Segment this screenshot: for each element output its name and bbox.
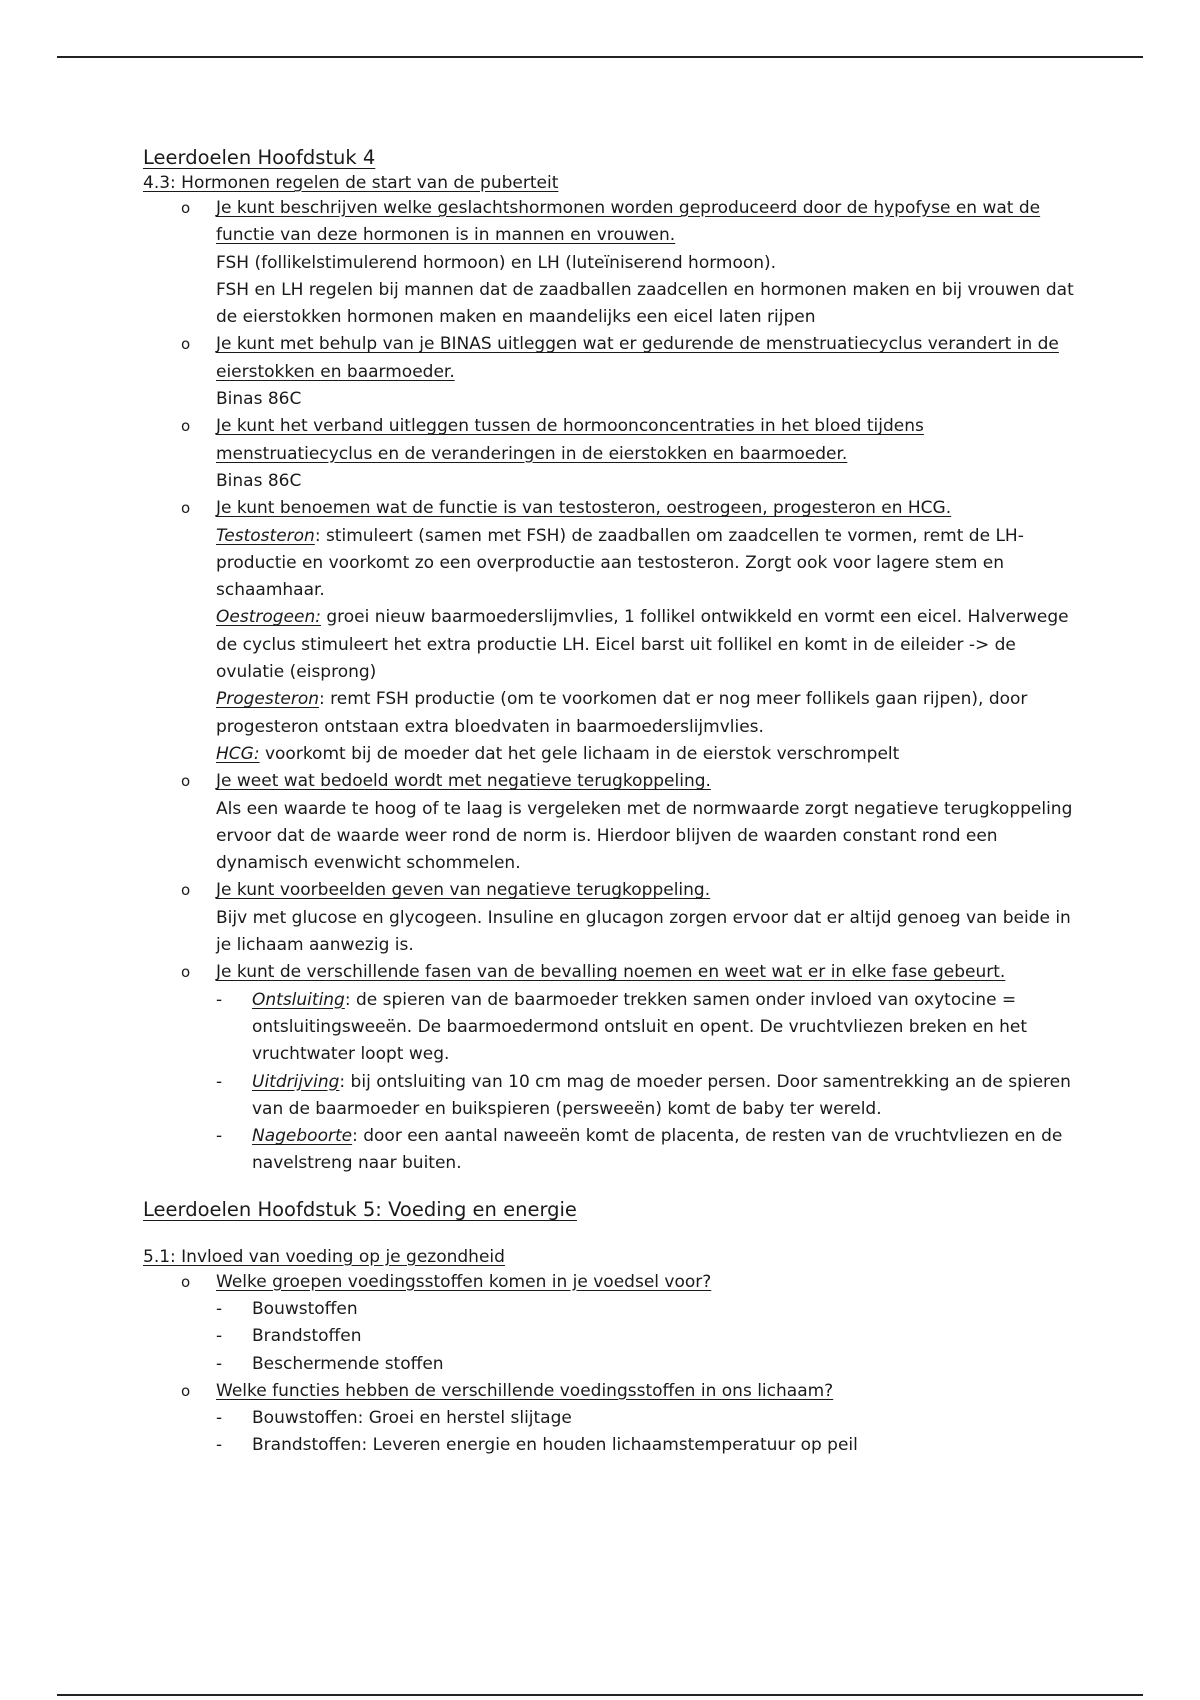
learning-goal: Je kunt de verschillende fasen van de bevalling noemen en weet wat er in elke fase gebeurt. bbox=[216, 962, 1006, 983]
list-item bbox=[143, 1378, 1083, 1460]
definition: groei nieuw baarmoederslijmvlies, 1 follikel ontwikkeld en vormt een eicel. Halverwege de cyclus stimuleert het extra productie LH. Eicel barst uit follikel en komt in de eileider -> de ovulatie (eisprong) bbox=[216, 607, 1069, 683]
phase-nageboorte bbox=[216, 1123, 1083, 1178]
heading-chapter-5: Leerdoelen Hoofdstuk 5: Voeding en energie bbox=[143, 1197, 577, 1221]
heading-chapter-4: Leerdoelen Hoofdstuk 4 bbox=[143, 146, 376, 169]
term: Oestrogeen: bbox=[216, 607, 321, 628]
dash-bullet: - bbox=[216, 1435, 223, 1456]
learning-goal: Je kunt het verband uitleggen tussen de hormoonconcentraties in het bloed tijdens menstruatiecyclus en de veranderingen in de eierstokken en baarmoeder. bbox=[216, 416, 924, 464]
sub-list-item bbox=[216, 1432, 1083, 1459]
header-rule bbox=[57, 56, 1143, 58]
learning-goal: Je weet wat bedoeld wordt met negatieve terugkoppeling. bbox=[216, 771, 711, 792]
learning-goal: Welke groepen voedingsstoffen komen in je voedsel voor? bbox=[216, 1271, 712, 1292]
definition: : remt FSH productie (om te voorkomen dat er nog meer follikels gaan rijpen), door progesteron ontstaan extra bloedvaten in baarmoederslijmvlies. bbox=[216, 689, 1028, 737]
answer-text: Als een waarde te hoog of te laag is vergeleken met de normwaarde zorgt negatieve terugkoppeling ervoor dat de waarde weer rond de norm is. Hierdoor blijven de waarden constant rond een dynamisch evenwicht schommelen. bbox=[216, 798, 1073, 874]
list-item bbox=[143, 331, 1083, 413]
list-item bbox=[143, 877, 1083, 959]
hormone-progesteron bbox=[216, 686, 1083, 741]
circle-bullet: o bbox=[181, 199, 191, 217]
sub-list-item bbox=[216, 1323, 1083, 1350]
definition: : bij ontsluiting van 10 cm mag de moeder persen. Door samentrekking an de spieren van de baarmoeder en buikspieren (persweeën) komt de baby ter wereld. bbox=[252, 1071, 1071, 1119]
sub-list-item bbox=[216, 1351, 1083, 1378]
answer-text: Bijv met glucose en glycogeen. Insuline en glucagon zorgen ervoor dat er altijd genoeg van beide in je lichaam aanwezig is. bbox=[216, 907, 1071, 956]
list-item bbox=[143, 195, 1083, 331]
learning-goal: Je kunt benoemen wat de functie is van testosteron, oestrogeen, progesteron en HCG. bbox=[216, 498, 952, 519]
definition: : de spieren van de baarmoeder trekken samen onder invloed van oxytocine = ontsluitingsweeën. De baarmoedermond ontsluit en opent. De vruchtvliezen breken en het vruchtwater loopt weg. bbox=[252, 989, 1028, 1065]
term: Testosteron bbox=[216, 525, 315, 546]
circle-bullet: o bbox=[181, 417, 191, 436]
learning-goal: Je kunt met behulp van je BINAS uitleggen wat er gedurende de menstruatiecyclus verandert in de eierstokken en baarmoeder. bbox=[216, 334, 1059, 382]
term: HCG: bbox=[216, 743, 260, 764]
answer-text: Binas 86C bbox=[216, 389, 302, 410]
answer-text: FSH en LH regelen bij mannen dat de zaadballen zaadcellen en hormonen maken en bij vrouwen dat de eierstokken hormonen maken en maandelijks een eicel laten rijpen bbox=[216, 279, 1074, 328]
learning-goal: Je kunt voorbeelden geven van negatieve terugkoppeling. bbox=[216, 880, 711, 901]
dash-bullet: - bbox=[216, 1071, 223, 1092]
list-item bbox=[143, 768, 1083, 877]
dash-bullet: - bbox=[216, 1126, 223, 1147]
circle-bullet: o bbox=[181, 963, 191, 982]
hormone-testosteron bbox=[216, 523, 1083, 605]
answer-text: FSH (follikelstimulerend hormoon) en LH (luteïniserend hormoon). bbox=[216, 252, 777, 273]
list-text: Brandstoffen: Leveren energie en houden lichaamstemperatuur op peil bbox=[252, 1435, 858, 1456]
circle-bullet: o bbox=[181, 772, 191, 791]
term: Ontsluiting bbox=[252, 989, 345, 1010]
sub-list-item bbox=[216, 1296, 1083, 1323]
list-text: Beschermende stoffen bbox=[252, 1353, 444, 1374]
dash-bullet: - bbox=[216, 1408, 223, 1429]
circle-bullet: o bbox=[181, 1381, 191, 1400]
dash-bullet: - bbox=[216, 1353, 223, 1374]
list-text: Brandstoffen bbox=[252, 1326, 362, 1347]
phase-uitdrijving bbox=[216, 1069, 1083, 1124]
circle-bullet: o bbox=[181, 1272, 191, 1291]
phase-ontsluiting bbox=[216, 987, 1083, 1069]
dash-bullet: - bbox=[216, 989, 223, 1010]
section-5-1-title: 5.1: Invloed van voeding op je gezondheid bbox=[143, 1246, 505, 1267]
list-text: Bouwstoffen: Groei en herstel slijtage bbox=[252, 1408, 572, 1429]
definition: : stimuleert (samen met FSH) de zaadballen om zaadcellen te vormen, remt de LH-productie en voorkomt zo een overproductie aan testosteron. Zorgt ook voor lagere stem en schaamhaar. bbox=[216, 525, 1024, 601]
circle-bullet: o bbox=[181, 499, 191, 518]
section-4-3-title: 4.3: Hormonen regelen de start van de puberteit bbox=[143, 173, 559, 193]
term: Progesteron bbox=[216, 689, 320, 710]
list-item bbox=[143, 413, 1083, 495]
circle-bullet: o bbox=[181, 335, 191, 354]
definition: : door een aantal naweeën komt de placenta, de resten van de vruchtvliezen en de navelstreng naar buiten. bbox=[252, 1126, 1063, 1174]
circle-bullet: o bbox=[181, 881, 191, 900]
sub-list-item bbox=[216, 1405, 1083, 1432]
definition: voorkomt bij de moeder dat het gele lichaam in de eierstok verschrompelt bbox=[259, 743, 900, 764]
footer-rule bbox=[57, 1694, 1143, 1696]
list-item bbox=[143, 495, 1083, 768]
answer-text: Binas 86C bbox=[216, 470, 302, 491]
hormone-oestrogeen bbox=[216, 604, 1083, 686]
dash-bullet: - bbox=[216, 1326, 223, 1347]
document-body bbox=[143, 144, 1083, 1460]
dash-bullet: - bbox=[216, 1298, 223, 1319]
term: Uitdrijving bbox=[252, 1071, 340, 1092]
list-item bbox=[143, 1269, 1083, 1378]
list-item bbox=[143, 959, 1083, 1177]
learning-goal: Je kunt beschrijven welke geslachtshormonen worden geproduceerd door de hypofyse en wat de functie van deze hormonen is in mannen en vrouwen. bbox=[216, 198, 1041, 246]
hormone-hcg bbox=[216, 741, 1083, 768]
learning-goal: Welke functies hebben de verschillende voedingsstoffen in ons lichaam? bbox=[216, 1380, 834, 1401]
list-text: Bouwstoffen bbox=[252, 1298, 358, 1319]
term: Nageboorte bbox=[252, 1126, 353, 1147]
